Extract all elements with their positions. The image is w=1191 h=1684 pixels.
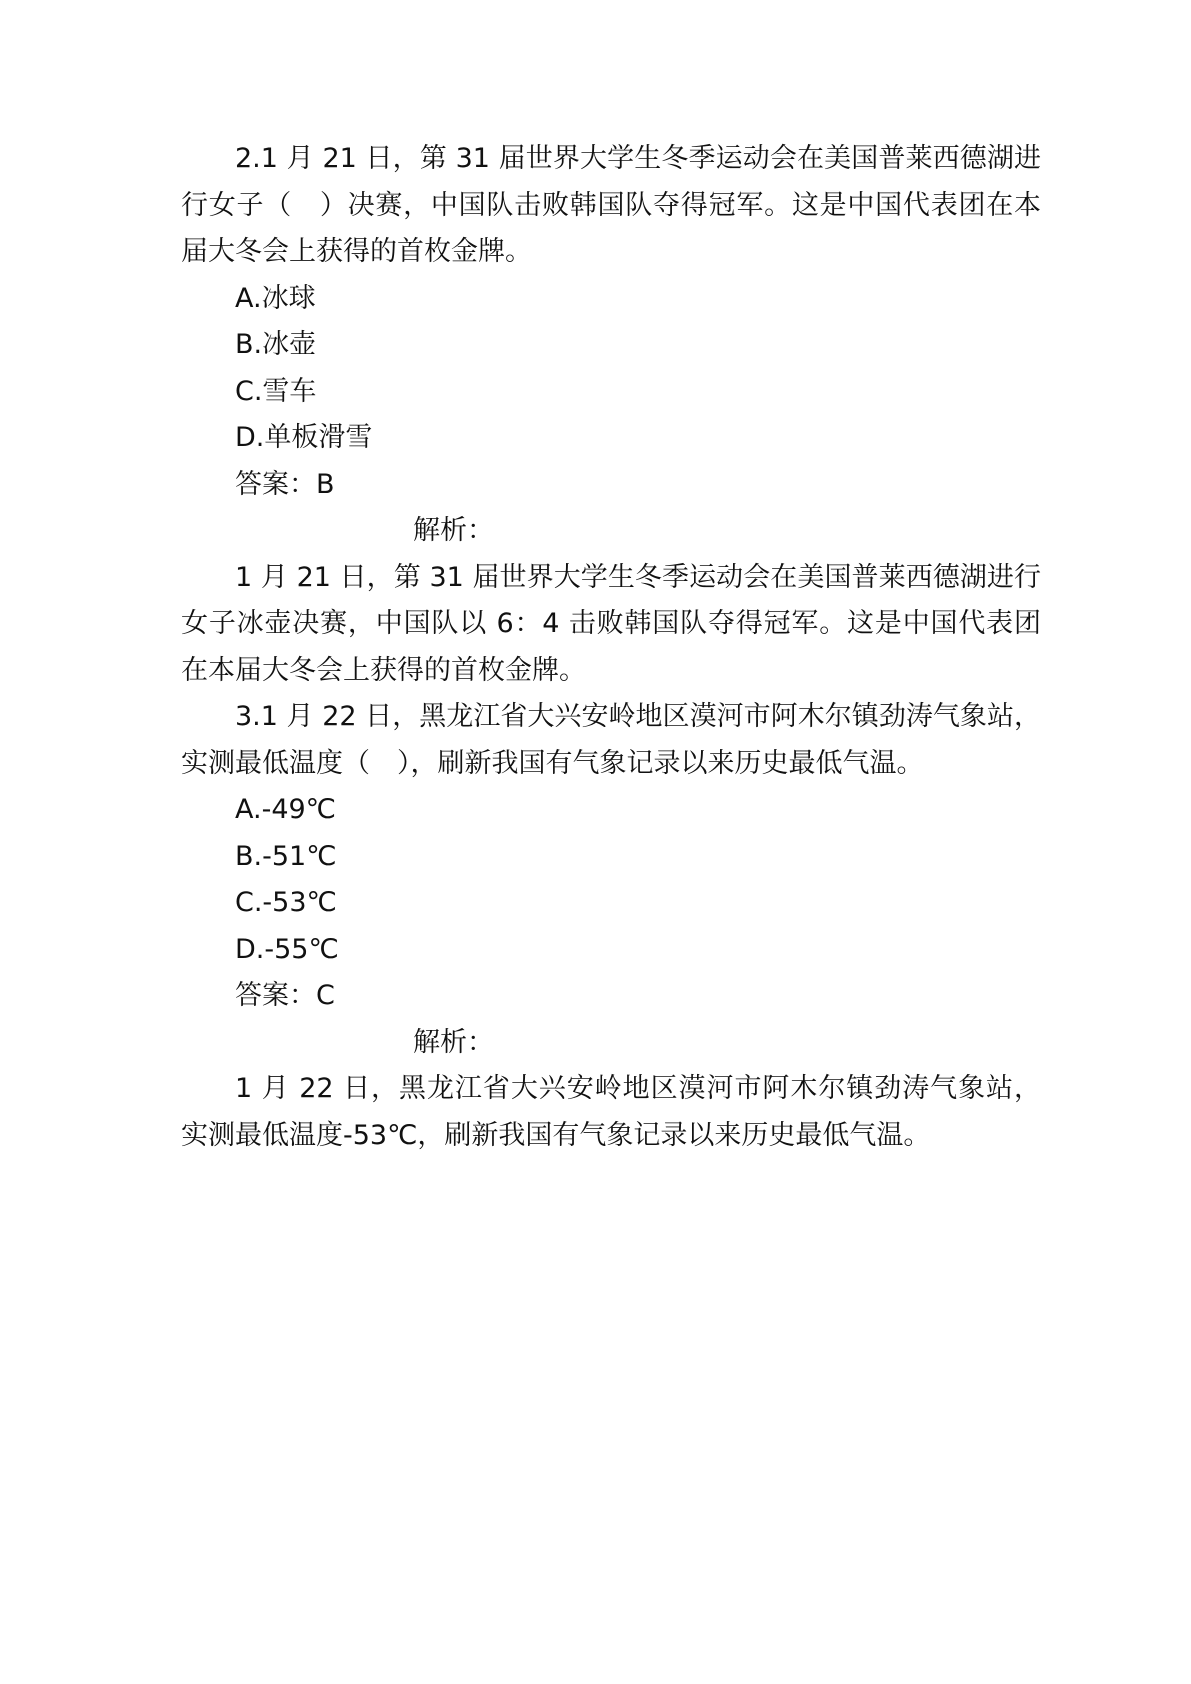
question-3-option-a: A.-49℃ (235, 794, 336, 825)
question-3-option-b: B.-51℃ (235, 840, 337, 872)
question-2-stem: 2.1 月 21 日，第 31 届世界大学生冬季运动会在美国普莱西德湖进行女子（ ）决赛，中国队击败韩国队夺得冠军。这是中国代表团在本届大冬会上获得的首枚金牌。 (181, 143, 1041, 267)
question-3-option-d: D.-55℃ (235, 933, 339, 965)
question-3-option-c: C.-53℃ (235, 887, 337, 918)
document-body (181, 136, 1041, 1159)
question-3-stem: 3.1 月 22 日，黑龙江省大兴安岭地区漠河市阿木尔镇劲涛气象站，实测最低温度（ ），刷新我国有气象记录以来历史最低气温。 (181, 701, 1041, 779)
question-2-analysis-label: 解析： (413, 515, 494, 546)
question-2-analysis: 1 月 21 日，第 31 届世界大学生冬季运动会在美国普莱西德湖进行女子冰壶决赛，中国队以 6：4 击败韩国队夺得冠军。这是中国代表团在本届大冬会上获得的首枚金牌。 (181, 561, 1041, 686)
question-3-answer: 答案：C (235, 980, 335, 1011)
question-2-answer: 答案：B (235, 468, 335, 500)
question-3-analysis: 1 月 22 日，黑龙江省大兴安岭地区漠河市阿木尔镇劲涛气象站，实测最低温度-53℃，刷新我国有气象记录以来历史最低气温。 (181, 1073, 1041, 1151)
question-2-option-c: C.雪车 (235, 375, 317, 407)
question-3-analysis-label: 解析： (413, 1026, 494, 1058)
question-2-option-d: D.单板滑雪 (235, 422, 373, 453)
question-2-option-b: B.冰壶 (235, 329, 317, 360)
question-2-option-a: A.冰球 (235, 282, 316, 314)
